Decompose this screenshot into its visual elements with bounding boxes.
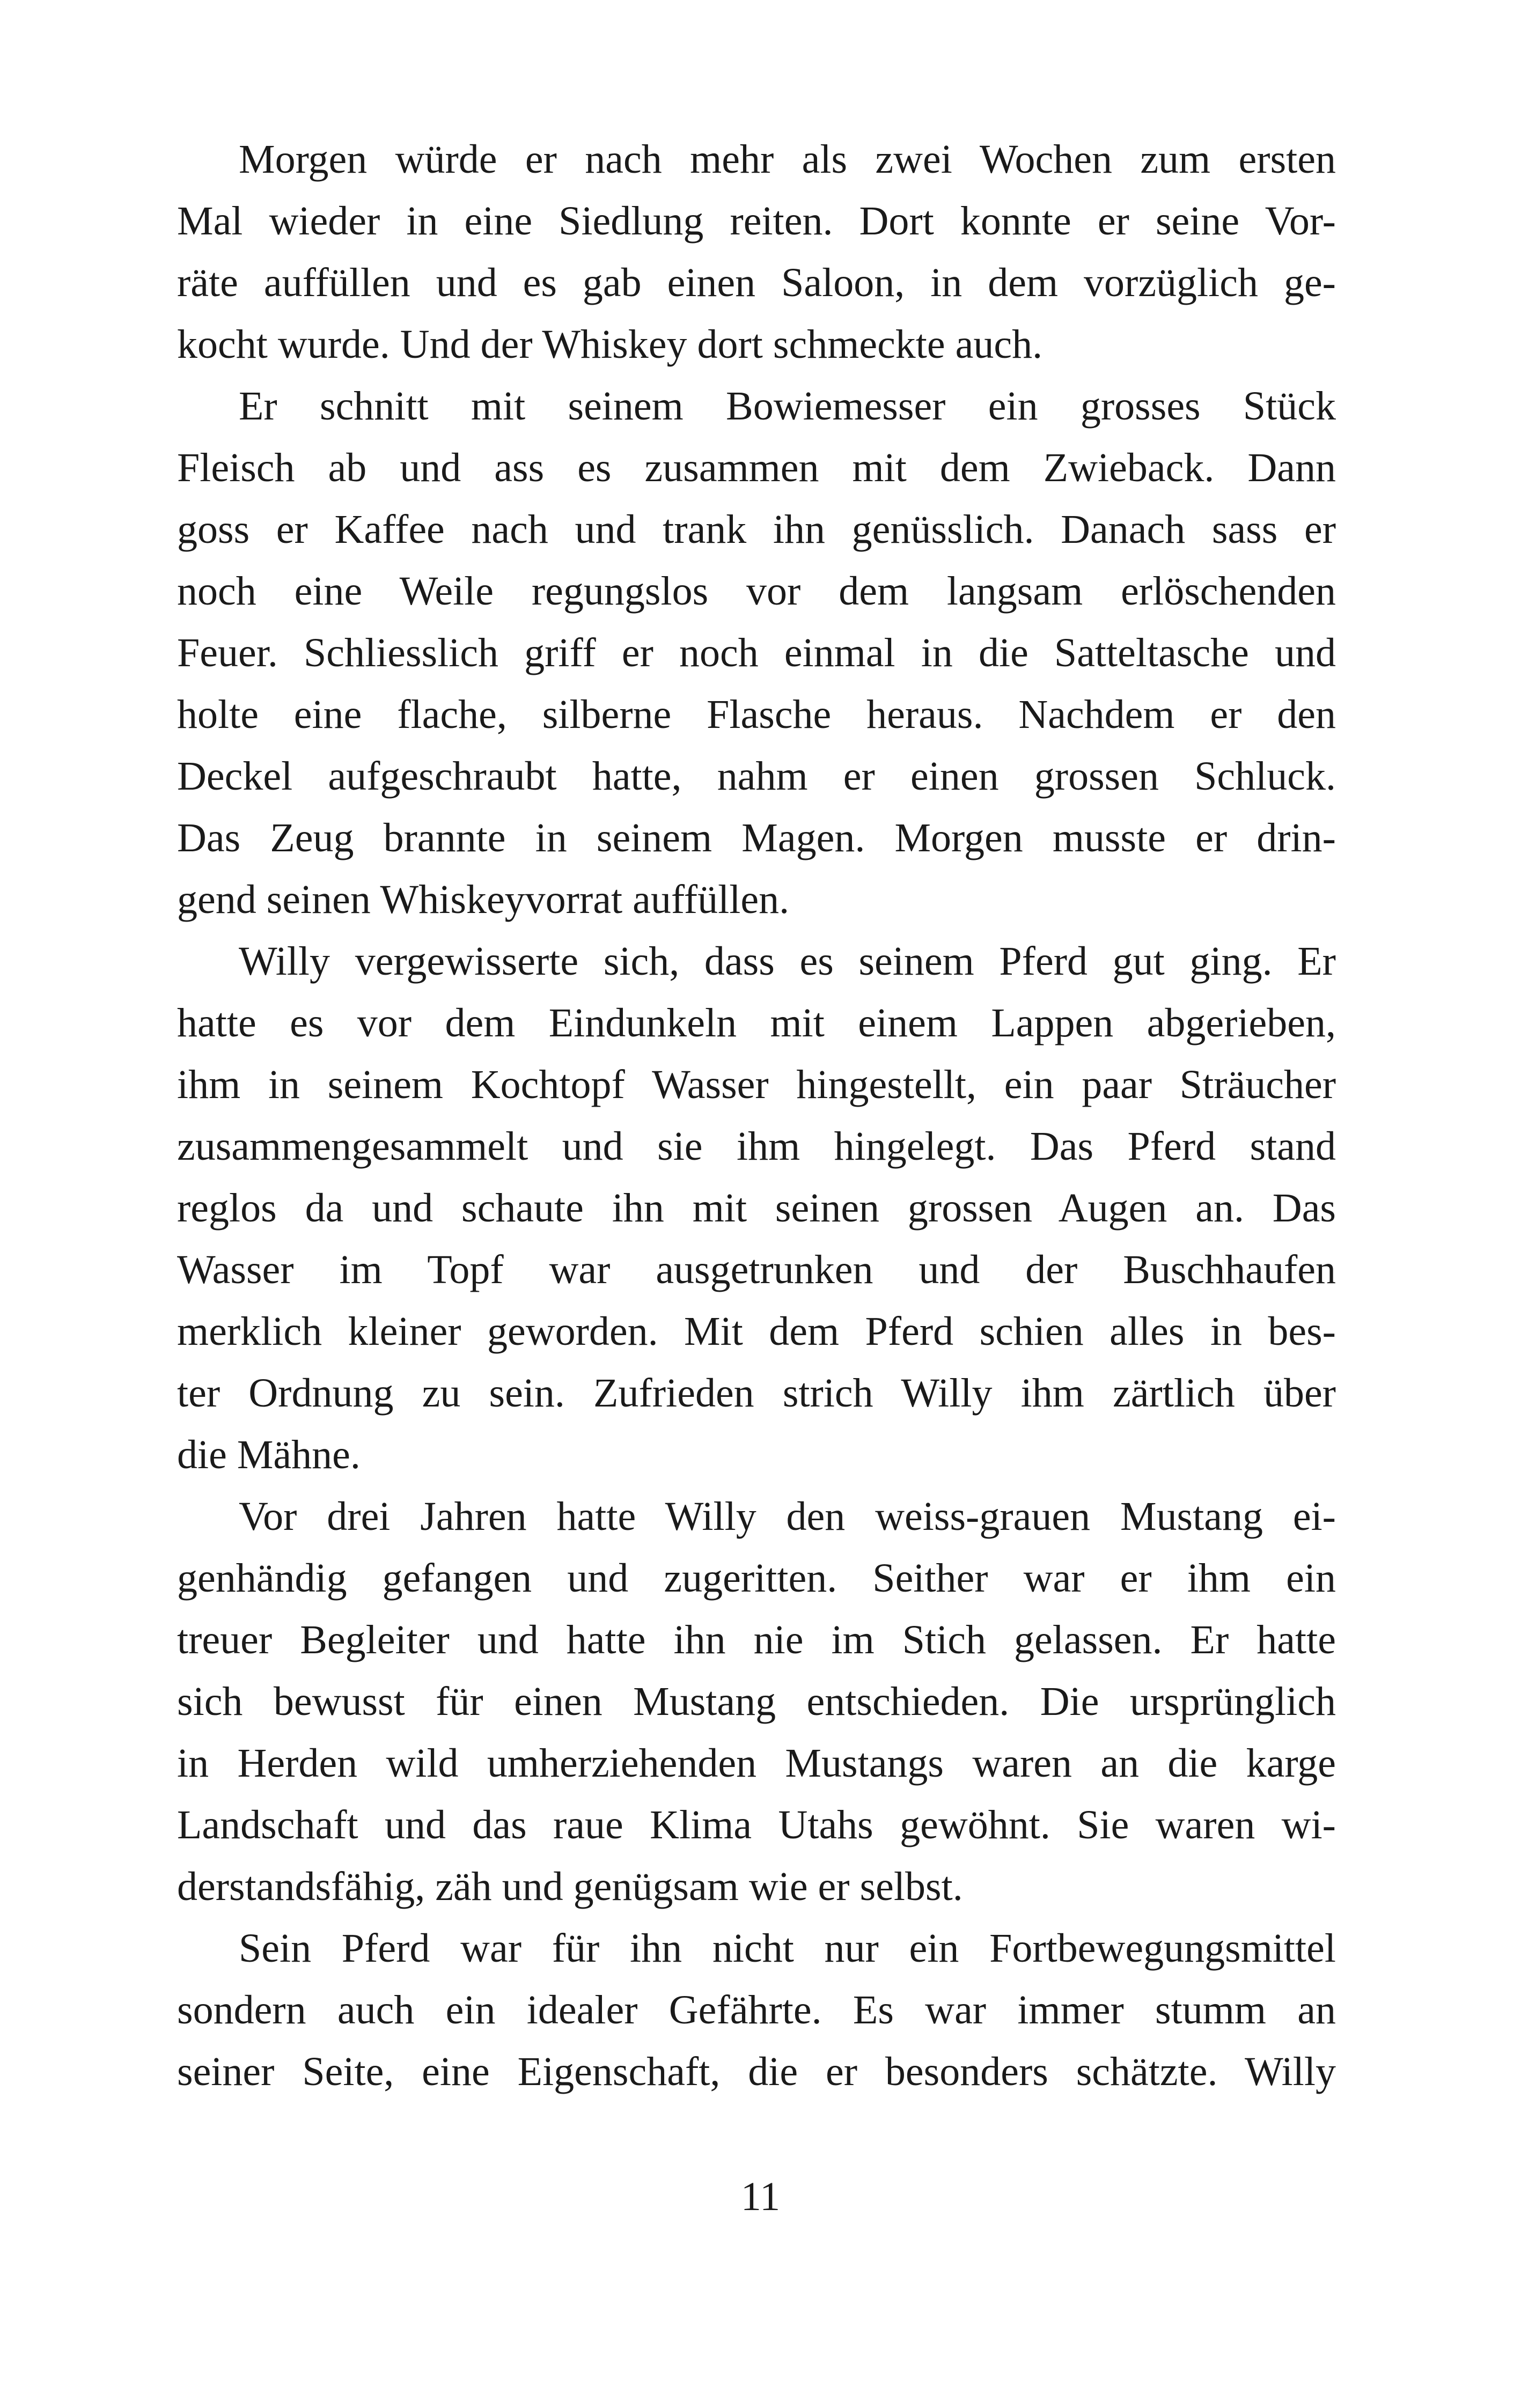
text-line: Fleisch ab und ass es zusammen mit dem Zwieback. Dann [177, 445, 1336, 490]
text-line: Deckel aufgeschraubt hatte, nahm er einen grossen Schluck. [177, 754, 1336, 799]
text-line: Wasser im Topf war ausgetrunken und der Buschhaufen [177, 1247, 1336, 1292]
text-line: Das Zeug brannte in seinem Magen. Morgen musste er drin- [177, 815, 1336, 860]
text-line: seiner Seite, eine Eigenschaft, die er besonders schätzte. Willy [177, 2049, 1336, 2094]
text-line: Sein Pferd war für ihn nicht nur ein Fortbewegungsmittel [239, 1926, 1336, 1971]
paragraph [177, 931, 1336, 1486]
text-line: in Herden wild umherziehenden Mustangs waren an die karge [177, 1741, 1336, 1786]
text-line: merklich kleiner geworden. Mit dem Pferd schien alles in bes- [177, 1309, 1336, 1354]
text-line: gend seinen Whiskeyvorrat auffüllen. [177, 877, 790, 922]
paragraph [177, 1486, 1336, 1918]
text-line: Morgen würde er nach mehr als zwei Wochen zum ersten [239, 137, 1336, 182]
text-line: Feuer. Schliesslich griff er noch einmal in die Satteltasche und [177, 630, 1336, 675]
text-line: ihm in seinem Kochtopf Wasser hingestellt, ein paar Sträucher [177, 1062, 1336, 1107]
paragraph [177, 129, 1336, 375]
text-line: kocht wurde. Und der Whiskey dort schmeckte auch. [177, 322, 1043, 367]
text-line: noch eine Weile regungslos vor dem langsam erlöschenden [177, 569, 1336, 614]
text-line: reglos da und schaute ihn mit seinen grossen Augen an. Das [177, 1185, 1336, 1231]
paragraph [177, 375, 1336, 931]
text-line: zusammengesammelt und sie ihm hingelegt. Das Pferd stand [177, 1124, 1336, 1169]
text-line: treuer Begleiter und hatte ihn nie im Stich gelassen. Er hatte [177, 1617, 1336, 1662]
text-line: Er schnitt mit seinem Bowiemesser ein grosses Stück [239, 384, 1336, 429]
text-line: Willy vergewisserte sich, dass es seinem Pferd gut ging. Er [239, 939, 1336, 984]
text-line: die Mähne. [177, 1432, 361, 1477]
text-line: ter Ordnung zu sein. Zufrieden strich Willy ihm zärtlich über [177, 1371, 1336, 1416]
page-body [177, 129, 1336, 2103]
text-line: Mal wieder in eine Siedlung reiten. Dort konnte er seine Vor- [177, 198, 1336, 244]
text-line: holte eine flache, silberne Flasche heraus. Nachdem er den [177, 692, 1336, 737]
text-line: derstandsfähig, zäh und genügsam wie er selbst. [177, 1864, 963, 1909]
paragraph [177, 1918, 1336, 2103]
text-line: Landschaft und das raue Klima Utahs gewöhnt. Sie waren wi- [177, 1802, 1336, 1847]
text-line: räte auffüllen und es gab einen Saloon, in dem vorzüglich ge- [177, 260, 1336, 305]
page-number: 11 [740, 2174, 781, 2219]
text-line: Vor drei Jahren hatte Willy den weiss-grauen Mustang ei- [239, 1494, 1336, 1539]
text-line: goss er Kaffee nach und trank ihn genüsslich. Danach sass er [177, 507, 1336, 552]
text-line: sich bewusst für einen Mustang entschieden. Die ursprünglich [177, 1679, 1336, 1724]
text-line: hatte es vor dem Eindunkeln mit einem Lappen abgerieben, [177, 1000, 1336, 1045]
text-line: sondern auch ein idealer Gefährte. Es war immer stumm an [177, 1987, 1336, 2033]
text-line: genhändig gefangen und zugeritten. Seither war er ihm ein [177, 1556, 1336, 1601]
